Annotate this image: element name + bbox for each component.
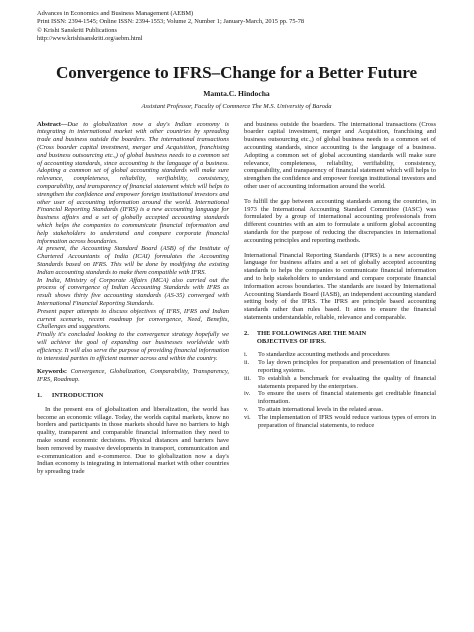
left-column [37, 121, 229, 476]
section-title-line: OBJECTIVES OF IFRS. [256, 337, 326, 345]
author-name: Mamta.C. Hindocha [203, 88, 270, 98]
item-number: ii. [244, 359, 250, 367]
list-item [244, 414, 436, 430]
right-column [244, 121, 436, 476]
item-number: iii. [244, 374, 251, 382]
item-text: To standardize accounting methods and procedures [258, 351, 390, 359]
journal-name: Advances in Economics and Business Management (AEBM) [37, 10, 194, 17]
list-item [244, 359, 436, 375]
keywords-text: Convergence, Globalization, Comparability, Transparency, IFRS, Roadmap. [37, 368, 229, 384]
body-paragraph: To fulfill the gap between accounting standards among the countries, in 1973 the International Accounting Standard Committee (IASC) was formulated by a group of international accounting professionals from different countries with an aim to formulate a uniform global accounting standards for the purpose of reducing the discrepancies in international accounting principles and reporting methods. [244, 197, 436, 244]
abstract-para: Due to globalization now a day's Indian economy is integrating in international market with other countries by spreading trade and business outside the boarders. The international transactions (Cross boarder capital investment, merger and Acquisition, franchising and business outsourcing etc.,) of global business needs to a common set of accounting standards, since accounting is the language of a business. Adopting a common set of global accounting standards will make sure relevance, completeness, reliability, verifiability, consistency, comparability, and transparency of financial statement which will helps to strengthen the confidence and empower foreign institutional investors and other user of accounting information around the world. International Financial Reporting Standards (IFRS) is a new accounting language for business affairs and a set of globally accepted accounting standards which helps the companies to communicate financial information and help stakeholders to understand and compare corporate financial information across boundaries. [37, 120, 229, 245]
section-title: INTRODUCTION [51, 391, 104, 399]
item-text: To ensure the users of financial statements get creditable financial information. [258, 390, 436, 406]
item-number: vi. [244, 413, 251, 421]
abstract-para: Finally it's concluded looking to the convergence strategy hopefully we will achieve the goal of expanding our businesses worldwide with efficiency. It will also serve the purpose of providing financial information to interested parties in efficient manner across and within the country. [37, 331, 229, 362]
abstract [37, 121, 229, 363]
body-paragraph: and business outside the boarders. The international transactions (Cross boarder capital investment, merger and Acquisition, franchising and business outsourcing etc.,) of global business needs to a common set of accounting standards, since accounting is the language of a business. Adopting a common set of global accounting standards will make sure relevance, completeness, reliability, verifiability, consistency, comparability, and transparency of financial statement which will helps to strengthen the confidence and empower foreign institutional investors and other user of accounting information around the world. [244, 120, 436, 190]
keywords [37, 368, 229, 384]
objectives-list [244, 351, 436, 429]
section-title-line: THE FOLLOWINGS ARE THE MAIN [256, 329, 367, 337]
journal-issn: Print ISSN: 2394-1545; Online ISSN: 2394-1553; Volume 2, Number 1; January-March, 2015 pp. 75-78 [37, 18, 305, 26]
section-heading [37, 392, 229, 400]
paper-title: Convergence to IFRS–Change for a Better Future [55, 62, 418, 82]
item-number: iv. [244, 390, 251, 398]
journal-url[interactable]: http://www.krishisanskriti.org/aebm.html [37, 35, 143, 43]
list-item [244, 406, 436, 414]
item-number: i. [244, 351, 248, 359]
keywords-label: Keywords: [37, 368, 68, 376]
list-item [244, 351, 436, 359]
item-text: The implementation of IFRS would reduce various types of errors in preparation of financial statements, to reduce [258, 413, 436, 429]
item-text: To lay down principles for preparation and presentation of financial reporting systems. [258, 359, 436, 374]
section-number: 1. [37, 391, 42, 399]
journal-publisher: © Krishi Sanskriti Publications [37, 26, 117, 34]
list-item [244, 375, 436, 391]
body-paragraph: International Financial Reporting Standards (IFRS) is a new accounting language for business affairs and a set of globally accepted accounting standards to helps the companies to communicate financial information and to help stakeholders to understand and compare corporate financial information across boundaries. The standards are issued by International Accounting Standards Board (IASB), an independent accounting standard setting body of the IFRS. The IFRS are principle based accounting standards rather than rules based. It aims to ensure the financial statements understandable, reliable, relevance and comparable. [244, 251, 436, 321]
item-text: To attain international levels in the related areas. [258, 405, 384, 413]
item-number: v. [244, 405, 249, 413]
abstract-para: At present, the Accounting Standard Board (ASB) of the Institute of Chartered Accountants of India (ICAI) formulates the Accounting Standards based on IFRS. This will be done by modifying the existing Indian accounting standards to make them compatible with IFRS. [37, 245, 229, 276]
list-item [244, 390, 436, 406]
journal-header [37, 10, 436, 44]
item-text: To establish a benchmark for evaluating the quality of financial statements prepared by the enterprises. [258, 374, 436, 390]
abstract-para: In India, Ministry of Corporate Affairs (MCA) also carried out the process of convergence of Indian Accounting Standards with IFRS as result shows thirty five accounting standards (AS-35) converged with International Financial Reporting Standards. [37, 276, 229, 307]
author-affiliation: Assistant Professor, Faculty of Commerce The M.S. University of Baroda [141, 102, 332, 110]
section-number: 2. [244, 329, 249, 337]
intro-paragraph: In the present era of globalization and liberalization, the world has become an economic village. Today, the worlds capital markets, know no borders and participants in those markets should have no barriers to high quality, transparent and comparable financial information they need to make sound economic decisions. Physical distances and barriers have been removed by massive developments in transport, communication and e-communication and e-commerce. Due to globalization now a day's Indian economy is integrating in international market with other countries by spreading trade [37, 405, 229, 476]
abstract-para: Present paper attempts to discuss objectives of IFRS, IFRS and Indian current scenario, recent roadmap for convergence, Need, Benefits, Challenges and suggestions. [37, 307, 229, 331]
section-heading [244, 330, 436, 346]
abstract-label: Abstract— [37, 120, 68, 128]
